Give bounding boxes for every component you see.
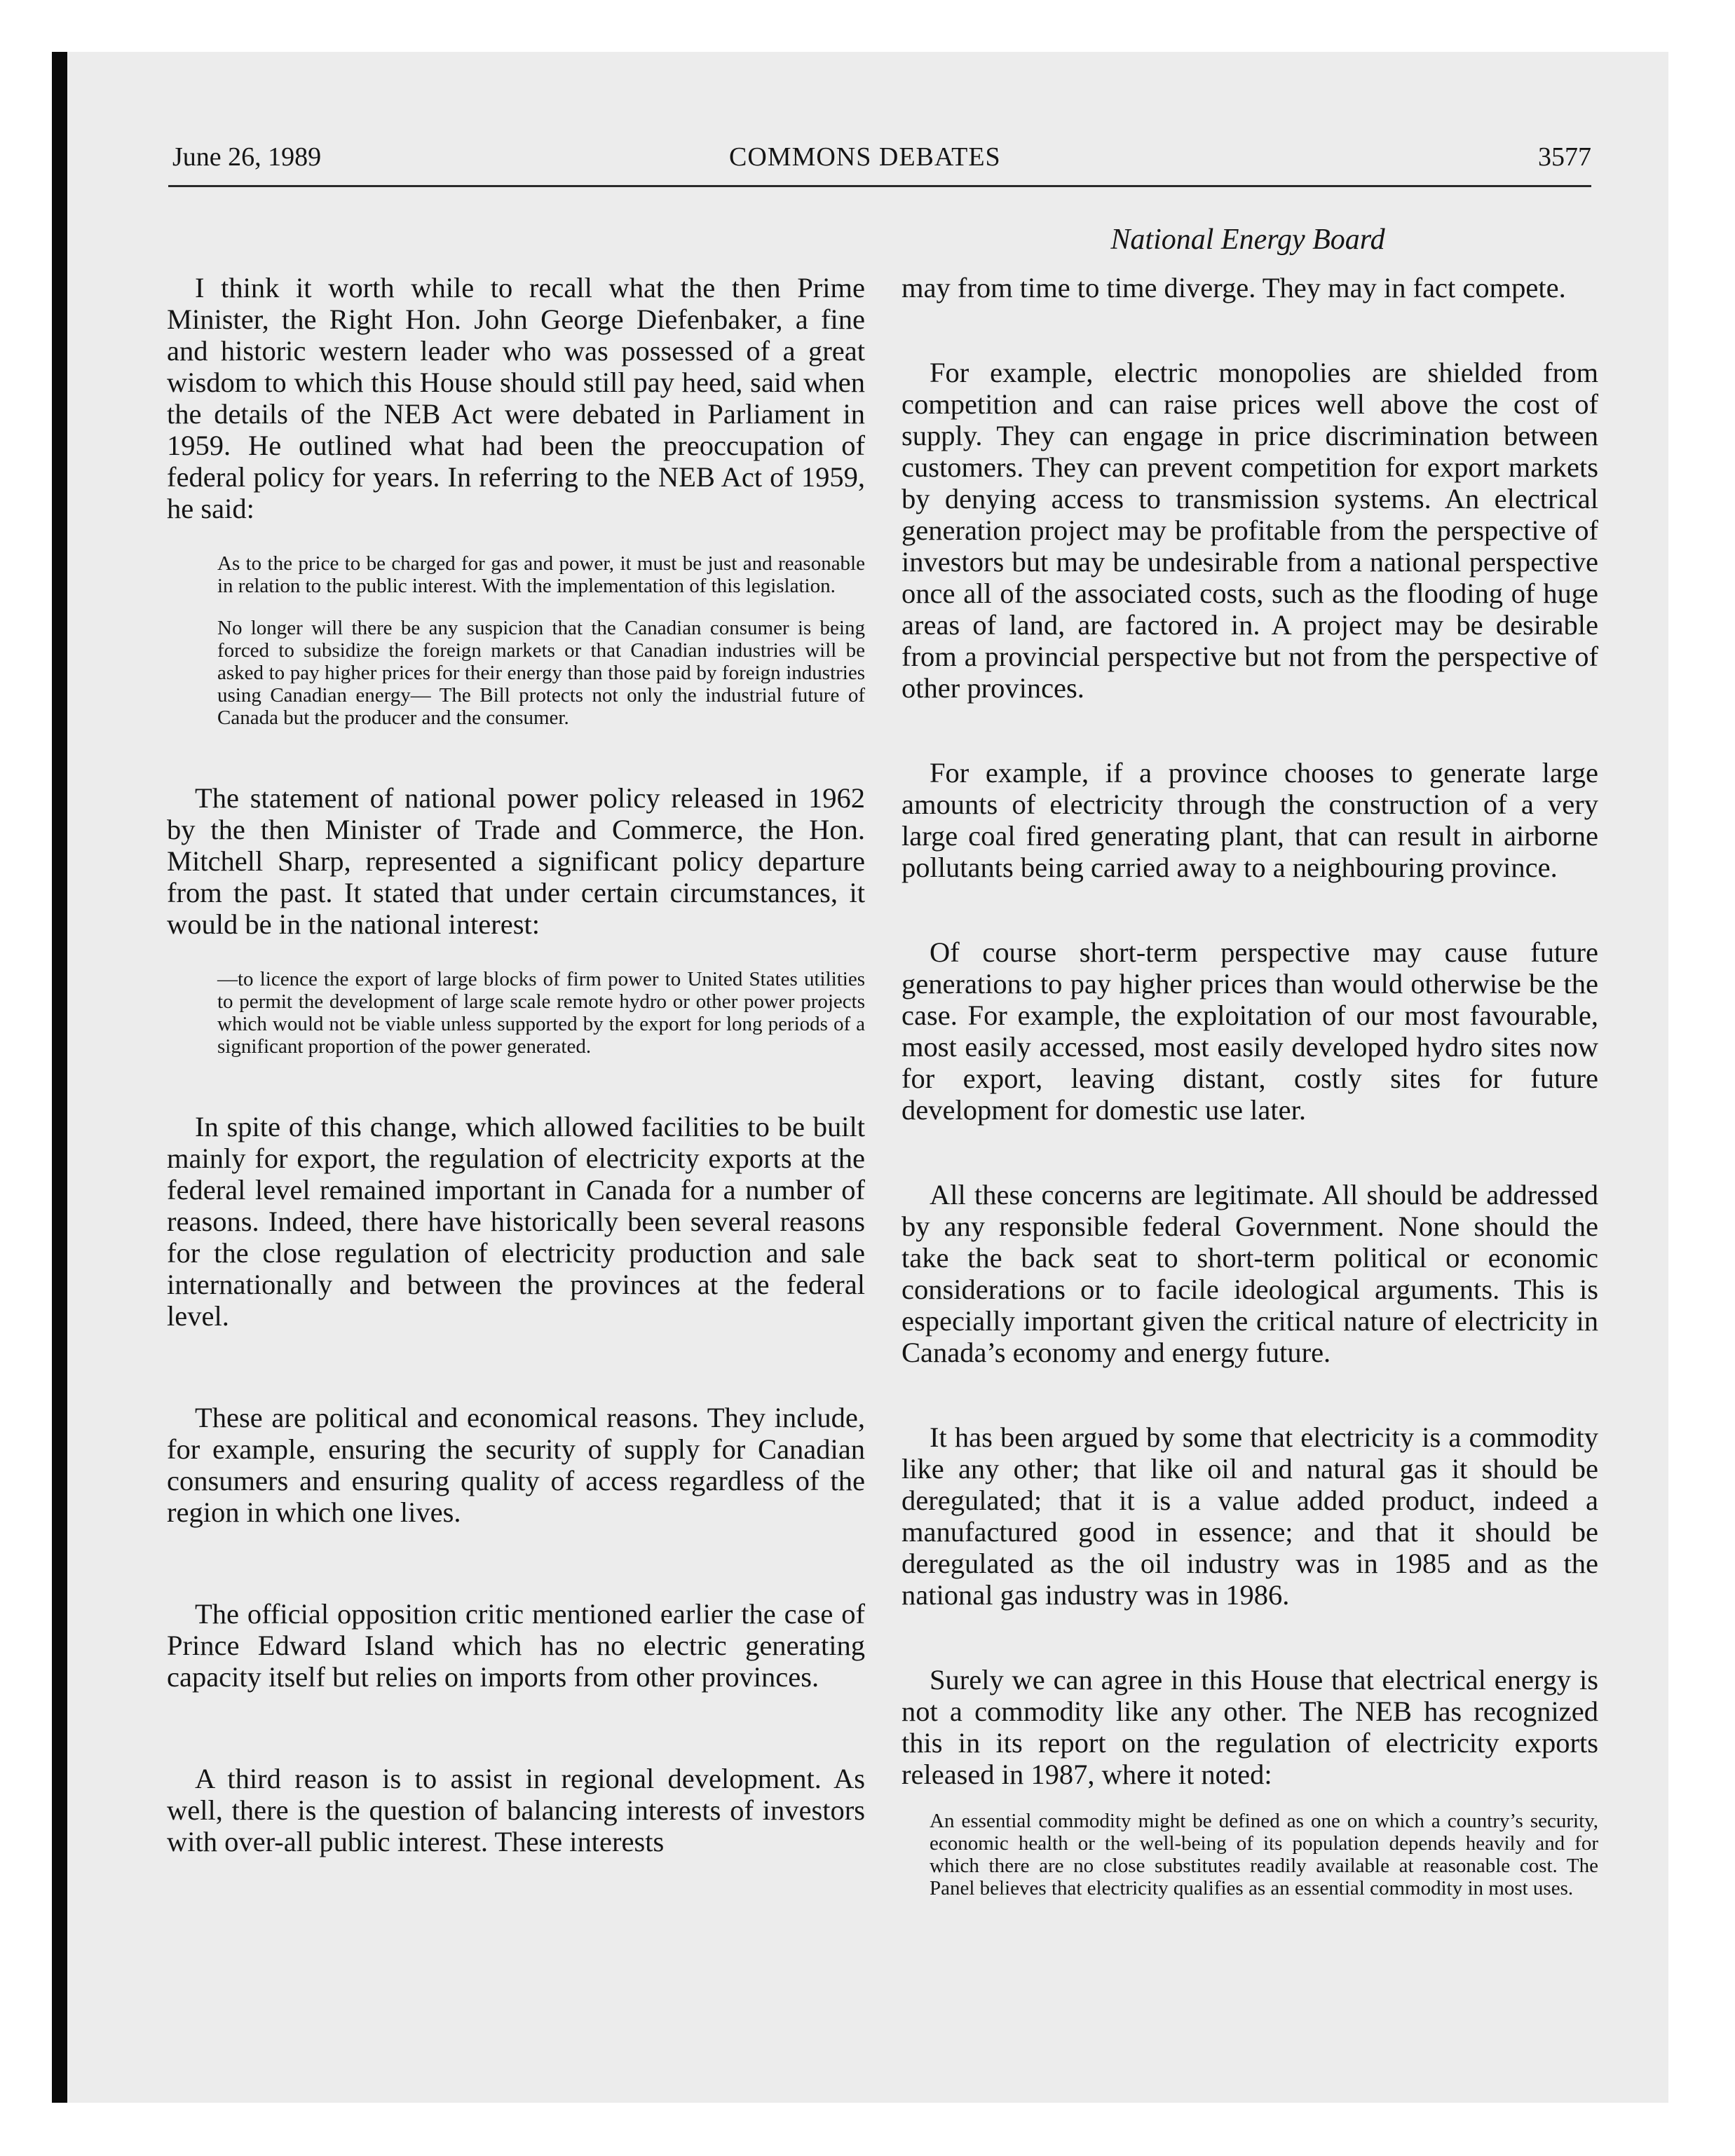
header-rule	[168, 185, 1591, 187]
subject-heading: National Energy Board	[1110, 224, 1385, 256]
paragraph: For example, if a province chooses to generate large amounts of electricity through the construction of a very large coal fired generating plant, that can result in airborne pollutants being carried away to a neighbouring province.	[901, 757, 1598, 883]
paragraph: For example, electric monopolies are shielded from competition and can raise prices well above the cost of supply. They can engage in price discrimination between customers. They can prevent competition for export markets by denying access to transmission systems. An electrical generation project may be profitable from the perspective of investors but may be undesirable from a national perspective once all of the associated costs, such as the flooding of huge areas of land, are factored in. A project may be desirable from a provincial perspective but not from the perspective of other provinces.	[901, 357, 1598, 704]
quotation: As to the price to be charged for gas and power, it must be just and reasonable in relation to the public interest. With the implementation of this legislation.	[217, 552, 865, 597]
paragraph: Surely we can agree in this House that electrical energy is not a commodity like any other. The NEB has recognized this in its report on the regulation of electricity exports released in 1987, where it noted:	[901, 1664, 1598, 1790]
binding-edge	[52, 52, 67, 2103]
left-column	[167, 272, 865, 1857]
header-publication: COMMONS DEBATES	[729, 142, 1001, 172]
paragraph: Of course short-term perspective may cause future generations to pay higher prices than would otherwise be the case. For example, the exploitation of our most favourable, most easily accessed, most easily developed hydro sites now for export, leaving distant, costly sites for future development for domestic use later.	[901, 936, 1598, 1126]
paragraph: In spite of this change, which allowed facilities to be built mainly for export, the regulation of electricity exports at the federal level remained important in Canada for a number of reasons. Indeed, there have historically been several reasons for the close regulation of electricity production and sale internationally and between the provinces at the federal level.	[167, 1111, 865, 1332]
quotation: No longer will there be any suspicion that the Canadian consumer is being forced to subsidize the foreign markets or that Canadian industries will be asked to pay higher prices for their energy than those paid by foreign industries using Canadian energy— The Bill protects not only the industrial future of Canada but the producer and the consumer.	[217, 617, 865, 729]
paragraph: may from time to time diverge. They may in fact compete.	[901, 272, 1566, 303]
paragraph: All these concerns are legitimate. All should be addressed by any responsible federal Government. None should the take the back seat to short-term political or economic considerations or to facile ideological arguments. This is especially important given the critical nature of electricity in Canada’s economy and energy future.	[901, 1179, 1598, 1368]
paragraph: A third reason is to assist in regional development. As well, there is the question of balancing interests of investors with over-all public interest. These interests	[167, 1763, 865, 1857]
header-page-number: 3577	[1538, 142, 1591, 172]
right-column	[901, 272, 1598, 1899]
paragraph: These are political and economical reasons. They include, for example, ensuring the security of supply for Canadian consumers and ensuring quality of access regardless of the region in which one lives.	[167, 1402, 865, 1528]
quotation: —to licence the export of large blocks of firm power to United States utilities to permit the development of large scale remote hydro or other power projects which would not be viable unless supported by the export for long periods of a significant proportion of the power generated.	[217, 968, 865, 1058]
quotation: An essential commodity might be defined as one on which a country’s security, economic health or the well-being of its population depends heavily and for which there are no close substitutes readily available at reasonable cost. The Panel believes that electricity qualifies as an essential commodity in most uses.	[930, 1810, 1598, 1899]
paragraph: I think it worth while to recall what the then Prime Minister, the Right Hon. John George Diefenbaker, a fine and historic western leader who was possessed of a great wisdom to which this House should still pay heed, said when the details of the NEB Act were debated in Parliament in 1959. He outlined what had been the preoccupation of federal policy for years. In referring to the NEB Act of 1959, he said:	[167, 272, 865, 524]
paragraph: It has been argued by some that electricity is a commodity like any other; that like oil and natural gas it should be deregulated; that it is a value added product, indeed a manufactured good in essence; and that it should be deregulated as the oil industry was in 1985 and as the national gas industry was in 1986.	[901, 1421, 1598, 1611]
paragraph: The statement of national power policy released in 1962 by the then Minister of Trade and Commerce, the Hon. Mitchell Sharp, represented a significant policy departure from the past. It stated that under certain circumstances, it would be in the national interest:	[167, 782, 865, 940]
paragraph: The official opposition critic mentioned earlier the case of Prince Edward Island which has no electric generating capacity itself but relies on imports from other provinces.	[167, 1598, 865, 1693]
header-date: June 26, 1989	[172, 142, 322, 172]
